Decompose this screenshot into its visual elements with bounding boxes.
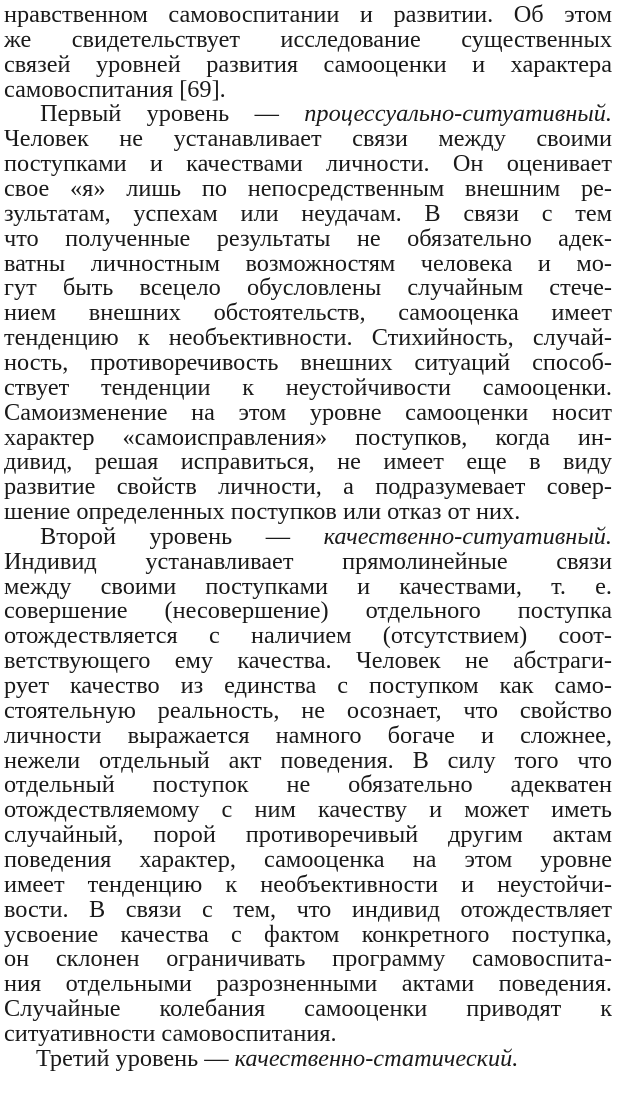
text-run: отождествляется с наличием (отсутствием) соот- [4, 623, 612, 650]
text-run: характер «самоисправления» поступков, когда ин- [4, 424, 612, 451]
text-line [40, 524, 612, 550]
text-line [4, 300, 612, 326]
text-run: рует качество из единства с поступком как само- [4, 673, 612, 699]
text-line [4, 449, 612, 475]
text-line [4, 772, 612, 798]
text-line [4, 325, 612, 351]
text-run: нием внешних обстоятельств, самооценка имеет [4, 300, 612, 327]
text-run: тенденцию к необъективности. Стихийность, случай- [4, 325, 612, 352]
text-run: поведения характер, самооценка на этом уровне [4, 846, 612, 873]
text-line [4, 623, 612, 649]
text-line [4, 1021, 612, 1047]
text-line [4, 797, 612, 823]
text-line [4, 922, 612, 948]
text-run: Второй уровень — [40, 523, 324, 550]
text-line [4, 400, 612, 426]
text-run: нежели отдельный акт поведения. В силу того что [4, 747, 612, 774]
text-run: случайный, порой противоречивый другим актам [4, 822, 612, 849]
text-run: развитие свойств личности, а подразумевает совер- [4, 474, 612, 501]
text-line [4, 897, 612, 923]
text-run: отождествляемому с ним качеству и может иметь [4, 797, 612, 824]
text-line [4, 2, 612, 28]
text-line [4, 946, 612, 972]
text-line [36, 1046, 612, 1072]
text-line [4, 77, 612, 103]
text-line [4, 201, 612, 227]
text-run: отдельный поступок не обязательно адекватен [4, 772, 612, 799]
text-run: стоятельную реальность, не осознает, что свойство [4, 697, 612, 724]
text-line [4, 375, 612, 401]
text-run: вости. В связи с тем, что индивид отождествляет [4, 896, 612, 923]
text-run: нравственном самовоспитании и развитии. Об этом [4, 2, 612, 28]
text-line [4, 27, 612, 53]
text-run: самовоспитания [69]. [4, 76, 226, 103]
text-run: совершение (несовершение) отдельного поступка [4, 598, 612, 625]
text-line [4, 151, 612, 177]
text-line [40, 101, 612, 127]
text-line [4, 748, 612, 774]
italic-term: качественно-статический. [234, 1045, 519, 1072]
text-line [4, 971, 612, 997]
text-line [4, 996, 612, 1022]
text-run: ситуативности самовоспитания. [4, 1020, 337, 1047]
text-line [4, 275, 612, 301]
text-line [4, 499, 612, 525]
text-line [4, 126, 612, 152]
text-line [4, 723, 612, 749]
text-run: усвоение качества с фактом конкретного поступка, [4, 921, 612, 948]
text-line [4, 598, 612, 624]
text-line [4, 251, 612, 277]
text-run: Самоизменение на этом уровне самооценки носит [4, 399, 612, 426]
text-run: зультатам, успехам или неудачам. В связи с тем [4, 200, 612, 227]
text-line [4, 847, 612, 873]
text-run: связей уровней развития самооценки и характера [4, 51, 612, 78]
text-run: Случайные колебания самооценки приводят к [4, 996, 612, 1022]
text-run: между своими поступками и качествами, т. е. [4, 573, 612, 600]
text-line [4, 549, 612, 575]
text-run: свое «я» лишь по непосредственным внешним ре- [4, 176, 612, 202]
text-line [4, 226, 612, 252]
text-line [4, 673, 612, 699]
text-run: Третий уровень — [36, 1045, 235, 1072]
text-run: поступками и качествами личности. Он оценивает [4, 151, 612, 178]
text-run: дивид, решая исправиться, не имеет еще в виду [4, 449, 612, 476]
text-run: ветствующего ему качества. Человек не абстраги- [4, 648, 612, 675]
text-run: ствует тенденции к неустойчивости самооценки. [4, 374, 612, 401]
text-run: Человек не устанавливает связи между своими [4, 126, 612, 153]
text-line [4, 425, 612, 451]
text-run: Индивид устанавливает прямолинейные связи [4, 548, 612, 575]
text-line [4, 698, 612, 724]
text-line [4, 52, 612, 78]
text-line [4, 822, 612, 848]
text-run: что полученные результаты не обязательно адек- [4, 225, 612, 252]
text-run: ния отдельными разрозненными актами поведения. [4, 971, 612, 998]
text-line [4, 474, 612, 500]
italic-term: процессуально-ситуативный. [304, 101, 612, 128]
text-line [4, 350, 612, 376]
text-run: он склонен ограничивать программу самовоспита- [4, 946, 612, 973]
text-run: Первый уровень — [40, 101, 305, 128]
text-run: гут быть всецело обусловлены случайным стече- [4, 275, 612, 302]
text-run: имеет тенденцию к необъективности и неустойчи- [4, 871, 612, 898]
text-run: ность, противоречивость внешних ситуаций способ- [4, 349, 612, 376]
text-line [4, 872, 612, 898]
italic-term: качественно-ситуативный. [323, 523, 612, 550]
text-run: шение определенных поступков или отказ от них. [4, 499, 521, 525]
text-line [4, 574, 612, 600]
text-run: личности выражается намного богаче и сложнее, [4, 722, 612, 749]
text-line [4, 648, 612, 674]
text-run: ватны личностным возможностям человека и мо- [4, 250, 612, 277]
text-run: же свидетельствует исследование существенных [4, 26, 612, 53]
text-line [4, 176, 612, 202]
